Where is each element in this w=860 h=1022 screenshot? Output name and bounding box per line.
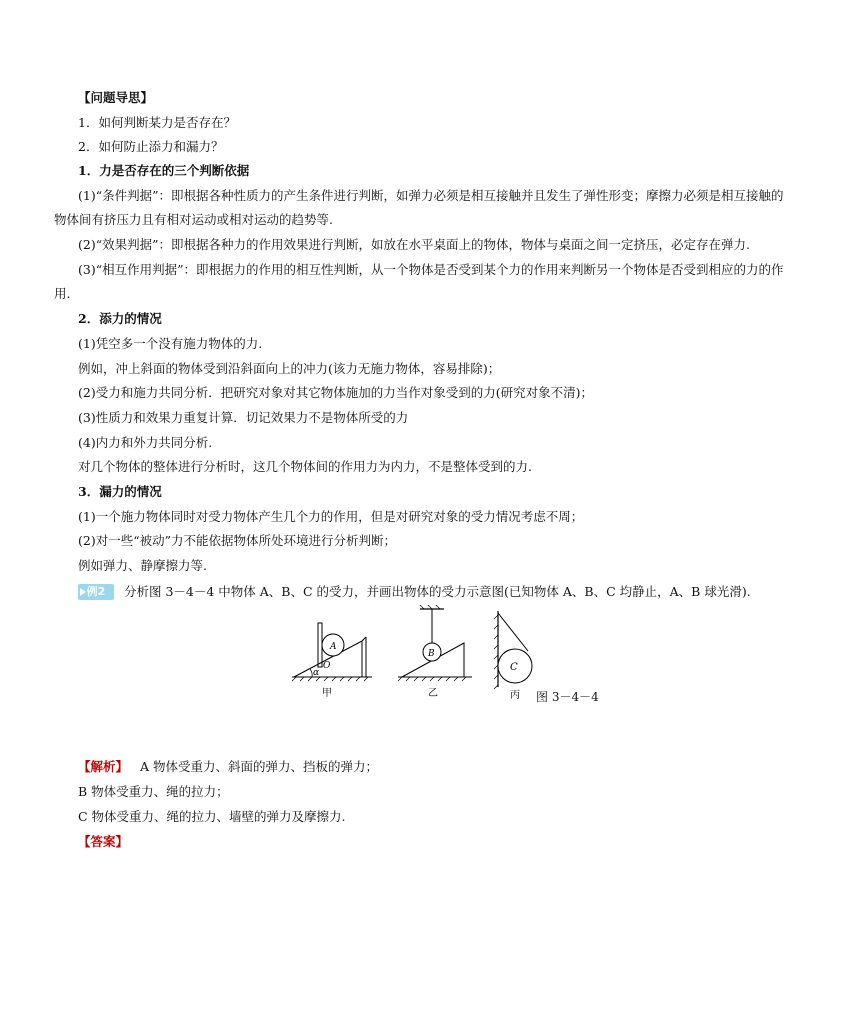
- heading-guide: 【问题导思】: [78, 90, 154, 105]
- figure-bing: [494, 611, 532, 701]
- answer-label: 【答案】: [78, 834, 129, 849]
- section-1-title: 1．力是否存在的三个判断依据: [78, 163, 250, 178]
- question-2: 2．如何防止添力和漏力？: [78, 139, 224, 154]
- figure-caption: 图 3－4－4: [536, 690, 599, 704]
- label-A: A: [330, 642, 337, 652]
- s1-p1-line2: 物体间有挤压力且有相对运动或相对运动的趋势等.: [54, 212, 333, 227]
- label-yi: 乙: [428, 688, 438, 699]
- s2-line-3: (2)受力和施力共同分析．把研究对象对其它物体施加的力当作对象受到的力(研究对象不清)；: [78, 385, 593, 400]
- label-jia: 甲: [322, 688, 332, 699]
- s1-p3-line1: (3)“相互作用判据”：即根据力的作用的相互性判断，从一个物体是否受到某个力的作用来判断另一个物体是否受到相应的力的作: [78, 262, 784, 277]
- s2-line-5: (4)内力和外力共同分析.: [78, 435, 213, 450]
- s2-line-4: (3)性质力和效果力重复计算．切记效果力不是物体所受的力: [78, 410, 409, 425]
- figure-jia: [292, 623, 372, 699]
- example-text: 分析图 3－4－4 中物体 A、B、C 的受力，并画出物体的受力示意图(已知物体 A、B、C 均静止，A、B 球光滑).: [124, 584, 751, 599]
- figure-yi: [398, 605, 472, 699]
- section-2-title: 2．添力的情况: [78, 311, 162, 326]
- s2-line-2: 例如，冲上斜面的物体受到沿斜面向上的冲力(该力无施力物体，容易排除)；: [78, 361, 501, 376]
- s1-p1-line1: (1)“条件判据”：即根据各种性质力的产生条件进行判断，如弹力必须是相互接触并且发生了弹性形变；摩擦力必须是相互接触的: [78, 188, 784, 203]
- s3-line-2: (2)对一些“被动”力不能依据物体所处环境进行分析判断；: [78, 533, 396, 548]
- analysis-label: 【解析】: [78, 759, 129, 774]
- question-1: 1．如何判断某力是否存在？: [78, 115, 236, 130]
- s3-line-1: (1)一个施力物体同时对受力物体产生几个力的作用，但是对研究对象的受力情况考虑不周；: [78, 509, 584, 524]
- section-3-title: 3．漏力的情况: [78, 484, 162, 499]
- analysis-line-3: C 物体受重力、绳的拉力、墙壁的弹力及摩擦力.: [78, 809, 346, 824]
- example-badge: 例2: [78, 584, 114, 600]
- s2-line-6: 对几个物体的整体进行分析时，这几个物体间的作用力为内力，不是整体受到的力.: [78, 459, 532, 474]
- label-B: B: [428, 649, 435, 659]
- figure-3-4-4: [0, 605, 860, 715]
- label-O: O: [323, 661, 331, 671]
- label-C: C: [510, 662, 518, 673]
- analysis-line-2: B 物体受重力、绳的拉力；: [78, 784, 229, 799]
- label-alpha: α: [313, 668, 320, 678]
- s1-p3-line2: 用.: [54, 286, 71, 301]
- s3-line-3: 例如弹力、静摩擦力等.: [78, 558, 207, 573]
- analysis-line-1: A 物体受重力、斜面的弹力、挡板的弹力；: [140, 759, 379, 774]
- s2-line-1: (1)凭空多一个没有施力物体的力.: [78, 336, 263, 351]
- label-bing: 丙: [510, 690, 520, 701]
- s1-p2: (2)“效果判据”：即根据各种力的作用效果进行判断，如放在水平桌面上的物体，物体与桌面之间一定挤压，必定存在弹力.: [78, 237, 750, 252]
